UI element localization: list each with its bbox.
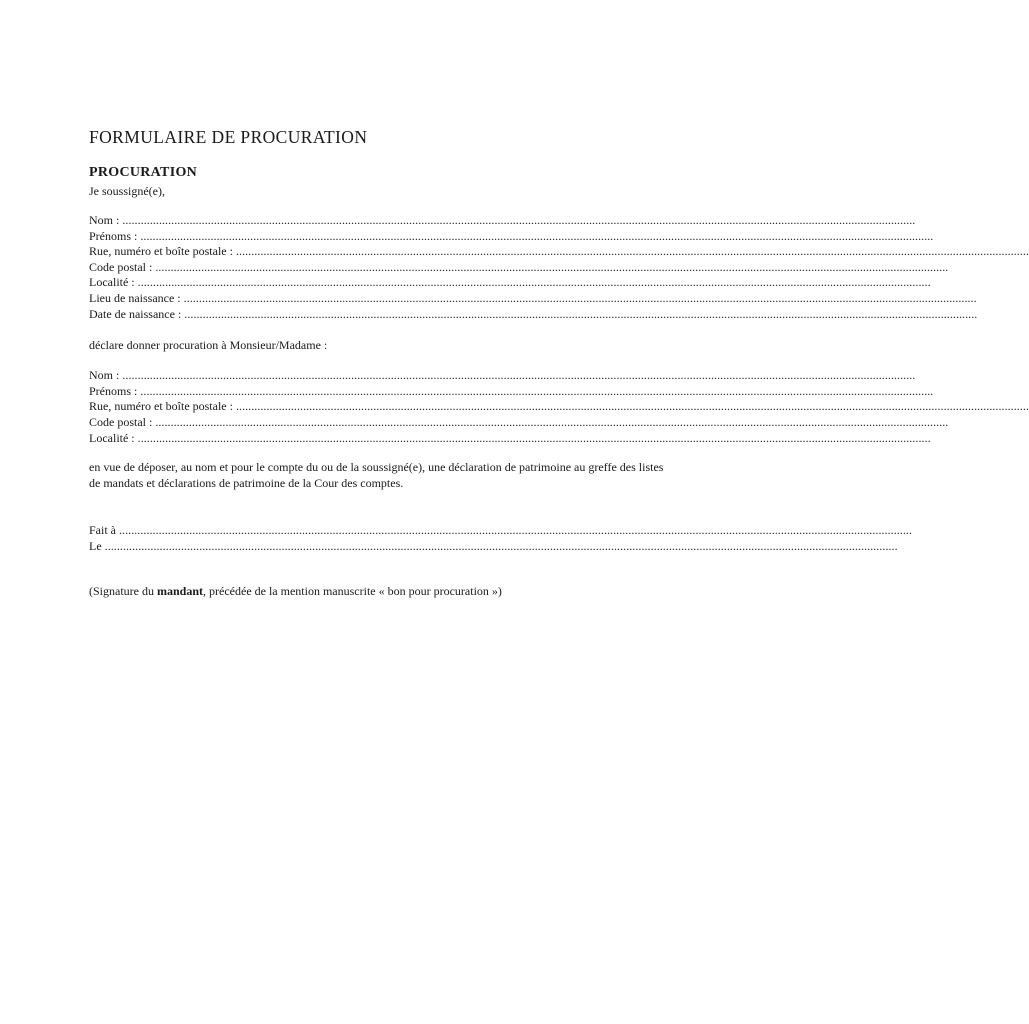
mandataire-localite-label: Localité :: [89, 430, 135, 445]
document-content: [89, 124, 1029, 599]
fill-in-dots: ....................................................................................................................................................................................................................................................................: [119, 523, 912, 538]
mandataire-localite-field[interactable]: [89, 430, 931, 447]
mandant-code-postal-label: Code postal :: [89, 259, 153, 274]
place-field[interactable]: [89, 523, 912, 539]
date-field[interactable]: [89, 538, 898, 555]
fill-in-dots: ....................................................................................................................................................................................................................................................................: [183, 290, 977, 305]
mandant-code-postal-field[interactable]: [89, 259, 949, 276]
signature-text-start: (Signature du: [89, 584, 157, 599]
signature-text-end: , précédée de la mention manuscrite « bon pour procuration »): [203, 584, 502, 599]
mandant-fields: [89, 213, 1029, 322]
mandataire-prenoms-field[interactable]: [89, 383, 934, 400]
signature-instruction: [89, 583, 669, 599]
signature-mandant-term: mandant: [157, 584, 204, 599]
mandant-nom-label: Nom :: [89, 213, 120, 227]
document-title: FORMULAIRE DE PROCURATION: [89, 127, 368, 147]
mandant-date-naissance-field[interactable]: [89, 306, 978, 323]
mandataire-adresse-field[interactable]: [89, 399, 1029, 415]
mandant-lieu-naissance-field[interactable]: [89, 290, 977, 307]
fill-in-dots: ....................................................................................................................................................................................................................................................................: [104, 538, 898, 553]
mandant-localite-field[interactable]: [89, 275, 931, 291]
mandataire-fields: [89, 368, 1029, 446]
mandant-prenoms-field[interactable]: [89, 228, 934, 245]
mandataire-prenoms-label: Prénoms :: [89, 383, 138, 398]
date-label: Le: [89, 538, 102, 553]
mandant-date-naissance-label: Date de naissance :: [89, 306, 182, 321]
mandataire-code-postal-field[interactable]: [89, 414, 949, 431]
fill-in-dots: ....................................................................................................................................................................................................................................................................: [155, 259, 949, 274]
fill-in-dots: ....................................................................................................................................................................................................................................................................: [140, 228, 934, 243]
fill-in-dots: ....................................................................................................................................................................................................................................................................: [155, 414, 949, 429]
intro-text: Je soussigné(e),: [89, 184, 165, 198]
fill-in-dots: ....................................................................................................................................................................................................................................................................: [235, 244, 1029, 259]
document-subtitle: PROCURATION: [89, 165, 198, 180]
fill-in-dots: ....................................................................................................................................................................................................................................................................: [122, 213, 916, 227]
place-label: Fait à: [89, 523, 116, 538]
fill-in-dots: ....................................................................................................................................................................................................................................................................: [137, 275, 931, 290]
purpose-text: en vue de déposer, au nom et pour le compte du ou de la soussigné(e), une déclaration de patrimoine au greffe des listes de mandats et déclarations de patrimoine de la Cour des comptes.: [89, 460, 664, 490]
mandant-adresse-field[interactable]: [89, 244, 1029, 260]
mandant-adresse-label: Rue, numéro et boîte postale :: [89, 244, 233, 259]
mandataire-adresse-label: Rue, numéro et boîte postale :: [89, 399, 233, 414]
mandant-prenoms-label: Prénoms :: [89, 228, 138, 243]
mandataire-code-postal-label: Code postal :: [89, 414, 153, 429]
mandant-localite-label: Localité :: [89, 275, 135, 290]
fill-in-dots: ....................................................................................................................................................................................................................................................................: [235, 399, 1029, 414]
declare-text: déclare donner procuration à Monsieur/Madame :: [89, 338, 328, 353]
mandant-nom-field[interactable]: [89, 213, 916, 229]
fill-in-dots: ....................................................................................................................................................................................................................................................................: [137, 430, 931, 445]
mandataire-nom-label: Nom :: [89, 368, 120, 383]
mandant-lieu-naissance-label: Lieu de naissance :: [89, 290, 181, 305]
fill-in-dots: ....................................................................................................................................................................................................................................................................: [122, 368, 916, 383]
fill-in-dots: ....................................................................................................................................................................................................................................................................: [184, 306, 978, 321]
place-date-fields: [89, 523, 912, 554]
mandataire-nom-field[interactable]: [89, 368, 916, 384]
fill-in-dots: ....................................................................................................................................................................................................................................................................: [140, 383, 934, 398]
